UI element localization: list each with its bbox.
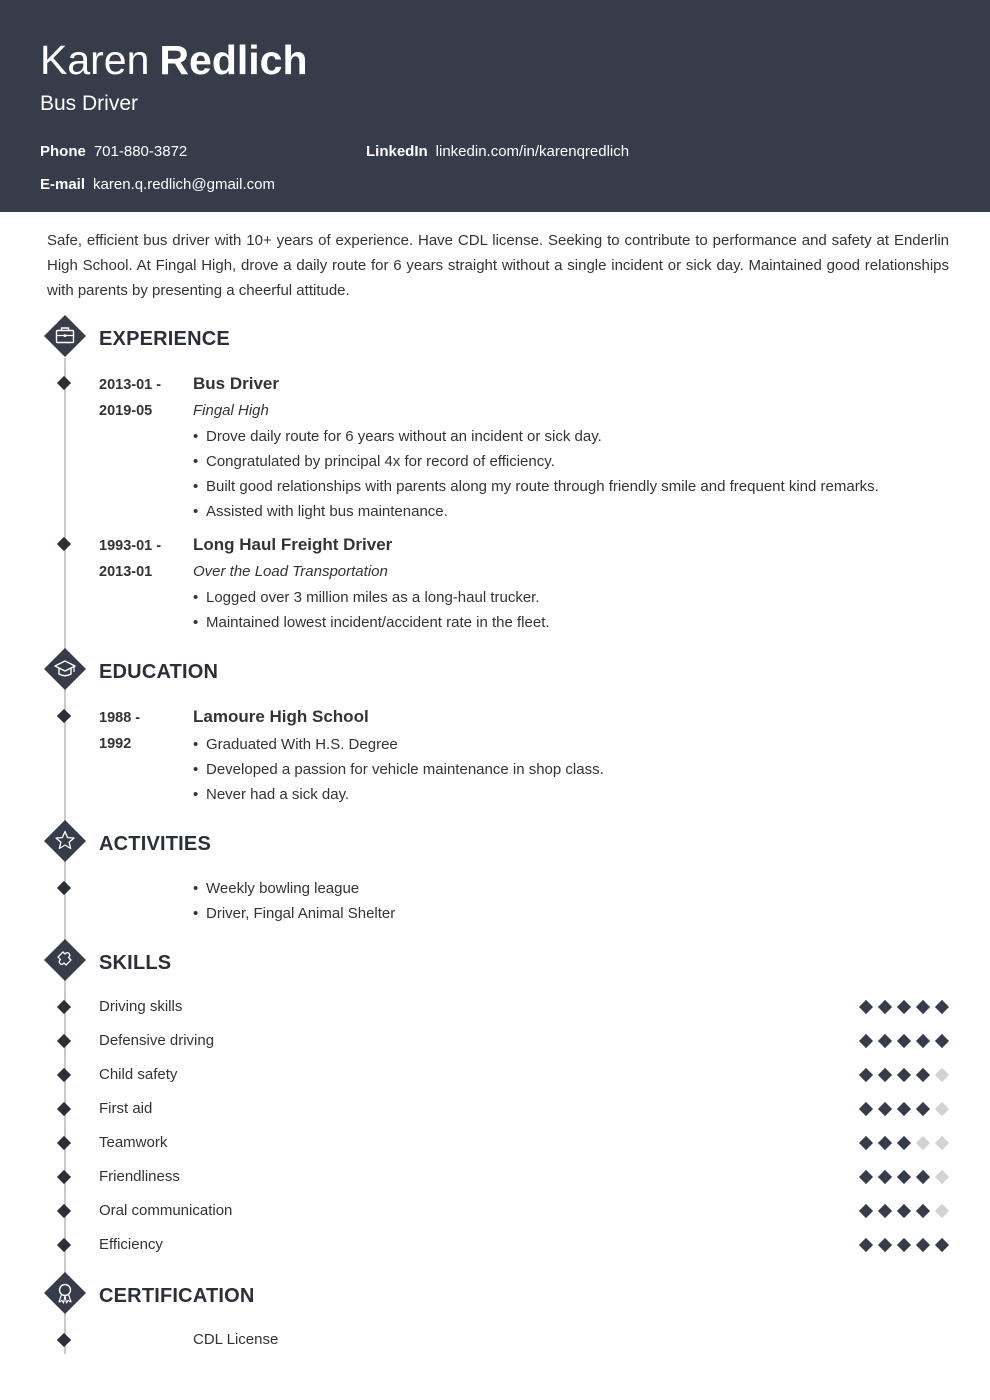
award-ribbon-icon xyxy=(44,1272,86,1314)
skill-name: Efficiency xyxy=(99,1236,163,1253)
skill-name: Child safety xyxy=(99,1066,178,1083)
list-item: • Assisted with light bus maintenance. xyxy=(193,499,879,524)
certification-title: CERTIFICATION xyxy=(99,1285,255,1307)
rating-diamond-empty xyxy=(935,1068,949,1082)
phone-value: 701-880-3872 xyxy=(93,143,188,160)
timeline-dot xyxy=(57,376,71,390)
school-name: Lamoure High School xyxy=(193,707,369,726)
list-item: • Developed a passion for vehicle maintenance in shop class. xyxy=(193,757,604,782)
skill-rating xyxy=(858,1169,952,1185)
rating-diamond-filled xyxy=(916,1238,930,1252)
rating-diamond-filled xyxy=(916,1034,930,1048)
first-name: Karen xyxy=(40,37,150,83)
rating-diamond-filled xyxy=(897,1170,911,1184)
email-label: E-mail xyxy=(40,176,86,193)
rating-diamond-empty xyxy=(935,1136,949,1150)
rating-diamond-filled xyxy=(897,1136,911,1150)
rating-diamond-filled xyxy=(859,1136,873,1150)
skills-title: SKILLS xyxy=(99,952,172,974)
contact-linkedin xyxy=(366,142,629,162)
date-end: 2019-05 xyxy=(99,403,153,419)
education-date xyxy=(99,705,179,757)
rating-diamond-filled xyxy=(897,1000,911,1014)
puzzle-icon xyxy=(44,939,86,981)
rating-diamond-filled xyxy=(878,1034,892,1048)
activities-title: ACTIVITIES xyxy=(99,833,212,855)
date-end: 2013-01 xyxy=(99,564,153,580)
phone-label: Phone xyxy=(40,143,86,160)
last-name: Redlich xyxy=(159,37,308,83)
rating-diamond-filled xyxy=(897,1068,911,1082)
skill-rating xyxy=(858,1203,952,1219)
job-bullets xyxy=(193,424,879,524)
list-item: • Driver, Fingal Animal Shelter xyxy=(193,901,395,926)
date-start: 2013-01 - xyxy=(99,377,162,393)
timeline-dot xyxy=(57,1068,71,1082)
activities-bullets xyxy=(193,876,395,926)
skill-rating xyxy=(858,1237,952,1253)
rating-diamond-filled xyxy=(916,1000,930,1014)
rating-diamond-filled xyxy=(878,1068,892,1082)
skill-rating xyxy=(858,1067,952,1083)
rating-diamond-filled xyxy=(878,1170,892,1184)
certification-item: CDL License xyxy=(193,1331,279,1348)
rating-diamond-filled xyxy=(859,1102,873,1116)
skill-name: Oral communication xyxy=(99,1202,233,1219)
list-item: • Weekly bowling league xyxy=(193,876,395,901)
email-value[interactable]: karen.q.redlich@gmail.com xyxy=(93,176,275,193)
skill-name: Friendliness xyxy=(99,1168,180,1185)
rating-diamond-filled xyxy=(935,1034,949,1048)
star-icon xyxy=(44,820,86,862)
job-date xyxy=(99,533,179,585)
timeline-dot xyxy=(57,881,71,895)
linkedin-label: LinkedIn xyxy=(366,143,428,160)
rating-diamond-filled xyxy=(916,1204,930,1218)
skill-name: Driving skills xyxy=(99,998,183,1015)
timeline-dot xyxy=(57,709,71,723)
rating-diamond-filled xyxy=(859,1000,873,1014)
date-start: 1993-01 - xyxy=(99,538,162,554)
rating-diamond-filled xyxy=(897,1034,911,1048)
skill-rating xyxy=(858,1033,952,1049)
rating-diamond-filled xyxy=(897,1204,911,1218)
list-item: • Built good relationships with parents along my route through friendly smile and frequent kind remarks. xyxy=(193,474,879,499)
list-item: • Graduated With H.S. Degree xyxy=(193,732,604,757)
rating-diamond-filled xyxy=(859,1068,873,1082)
rating-diamond-empty xyxy=(935,1170,949,1184)
rating-diamond-filled xyxy=(916,1068,930,1082)
rating-diamond-filled xyxy=(878,1000,892,1014)
date-end: 1992 xyxy=(99,736,132,752)
rating-diamond-filled xyxy=(897,1238,911,1252)
rating-diamond-filled xyxy=(935,1238,949,1252)
timeline-dot xyxy=(57,1170,71,1184)
rating-diamond-filled xyxy=(878,1238,892,1252)
education-bullets xyxy=(193,732,604,807)
skill-rating xyxy=(858,999,952,1015)
list-item: • Logged over 3 million miles as a long-haul trucker. xyxy=(193,585,550,610)
rating-diamond-filled xyxy=(878,1204,892,1218)
timeline-dot xyxy=(57,1102,71,1116)
job-role: Bus Driver xyxy=(193,374,279,393)
timeline-dot xyxy=(57,1238,71,1252)
list-item: • Never had a sick day. xyxy=(193,782,604,807)
candidate-name xyxy=(40,34,308,86)
date-start: 1988 - xyxy=(99,710,141,726)
timeline-dot xyxy=(57,537,71,551)
job-bullets xyxy=(193,585,550,635)
job-date xyxy=(99,372,179,424)
rating-diamond-filled xyxy=(916,1170,930,1184)
rating-diamond-filled xyxy=(859,1238,873,1252)
list-item: • Maintained lowest incident/accident rate in the fleet. xyxy=(193,610,550,635)
rating-diamond-filled xyxy=(897,1102,911,1116)
rating-diamond-filled xyxy=(878,1102,892,1116)
skill-name: First aid xyxy=(99,1100,153,1117)
skill-name: Teamwork xyxy=(99,1134,168,1151)
timeline-dot xyxy=(57,1136,71,1150)
summary-text: Safe, efficient bus driver with 10+ years of experience. Have CDL license. Seeking to contribute to performance and safety at Enderlin High School. At Fingal High, drove a daily route for 6 years straight without a single incident or sick day. Maintained good relationships with parents by presenting a cheerful attitude. xyxy=(47,232,949,299)
skill-rating xyxy=(858,1135,952,1151)
timeline-dot xyxy=(57,1000,71,1014)
rating-diamond-filled xyxy=(916,1102,930,1116)
job-org: Over the Load Transportation xyxy=(193,563,388,580)
list-item: • Congratulated by principal 4x for record of efficiency. xyxy=(193,449,879,474)
rating-diamond-filled xyxy=(859,1034,873,1048)
briefcase-icon xyxy=(44,315,86,357)
rating-diamond-filled xyxy=(878,1136,892,1150)
rating-diamond-filled xyxy=(935,1000,949,1014)
skill-name: Defensive driving xyxy=(99,1032,215,1049)
job-role: Long Haul Freight Driver xyxy=(193,535,393,554)
rating-diamond-empty xyxy=(935,1102,949,1116)
rating-diamond-empty xyxy=(935,1204,949,1218)
timeline-dot xyxy=(57,1204,71,1218)
contact-phone xyxy=(40,142,187,162)
job-title: Bus Driver xyxy=(40,92,139,115)
graduation-cap-icon xyxy=(44,648,86,690)
contact-email xyxy=(40,175,275,195)
rating-diamond-empty xyxy=(916,1136,930,1150)
rating-diamond-filled xyxy=(859,1204,873,1218)
timeline-dot xyxy=(57,1333,71,1347)
rating-diamond-filled xyxy=(859,1170,873,1184)
resume-header xyxy=(0,0,990,212)
list-item: • Drove daily route for 6 years without an incident or sick day. xyxy=(193,424,879,449)
skill-rating xyxy=(858,1101,952,1117)
job-org: Fingal High xyxy=(193,402,269,419)
education-title: EDUCATION xyxy=(99,661,219,683)
experience-title: EXPERIENCE xyxy=(99,328,230,350)
linkedin-value[interactable]: linkedin.com/in/karenqredlich xyxy=(435,143,630,160)
timeline-dot xyxy=(57,1034,71,1048)
